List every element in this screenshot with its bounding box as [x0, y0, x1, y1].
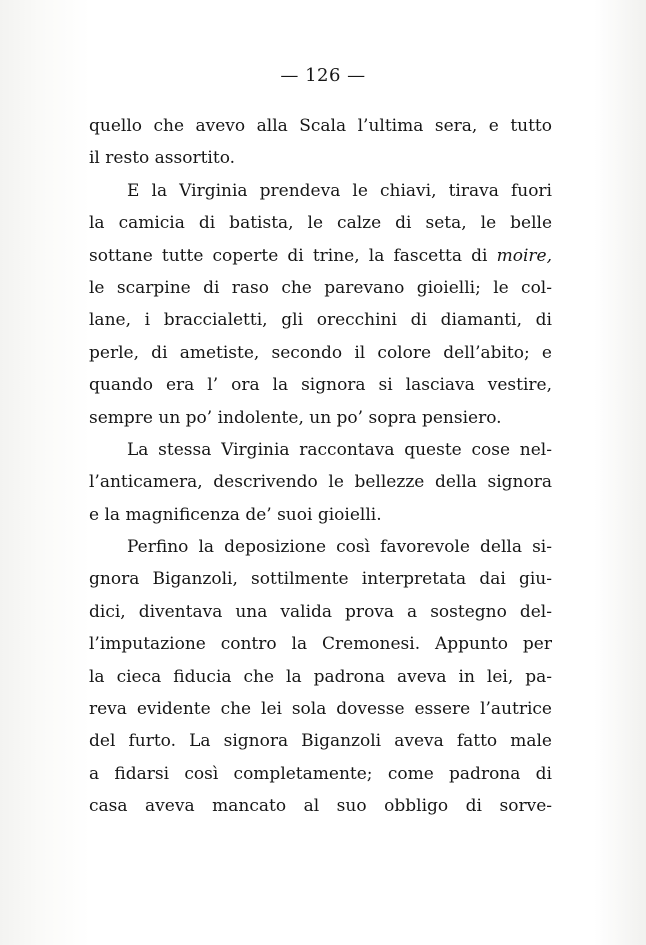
text-line: l’anticamera, descrivendo le bellezze della signora — [89, 472, 552, 493]
text-line: e la magnificenza de’ suoi gioielli. — [89, 504, 382, 525]
text-line: dici, diventava una valida prova a sostegno del- — [89, 601, 552, 622]
text-line: gnora Biganzoli, sottilmente interpretata dai giu- — [89, 569, 552, 590]
text-line: la camicia di batista, le calze di seta, le belle — [89, 213, 552, 234]
italic-word: moire, — [496, 245, 552, 266]
text-line: reva evidente che lei sola dovesse essere l’autrice — [89, 699, 552, 720]
text-line: l’imputazione contro la Cremonesi. Appunto per — [89, 634, 552, 655]
text-line: la cieca fiducia che la padrona aveva in lei, pa- — [89, 666, 552, 687]
text-line: il resto assortito. — [89, 148, 236, 169]
text-line: le scarpine di raso che parevano gioielli; le col- — [89, 277, 552, 298]
page-number: — 126 — — [280, 65, 366, 86]
body-text — [89, 110, 552, 823]
text-line: La stessa Virginia raccontava queste cose nel- — [127, 439, 552, 460]
text-line: a fidarsi così completamente; come padrona di — [89, 763, 552, 784]
text-line: sempre un po’ indolente, un po’ sopra pensiero. — [89, 407, 502, 428]
text-line: lane, i braccialetti, gli orecchini di diamanti, di — [89, 310, 552, 331]
text-line: quando era l’ ora la signora si lasciava vestire, — [89, 375, 552, 396]
text-line: E la Virginia prendeva le chiavi, tirava fuori — [127, 180, 552, 201]
paragraph-1 — [89, 110, 552, 175]
text-line-with-italic — [89, 240, 552, 272]
paragraph-4 — [89, 531, 552, 823]
text-line: casa aveva mancato al suo obbligo di sorve- — [89, 796, 552, 817]
paragraph-3 — [89, 434, 552, 531]
text-line: perle, di ametiste, secondo il colore dell’abito; e — [89, 342, 552, 363]
text-segment: sottane tutte coperte di trine, la fascetta di — [89, 245, 488, 266]
text-line: Perfino la deposizione così favorevole della si- — [127, 537, 552, 558]
text-line: del furto. La signora Biganzoli aveva fatto male — [89, 731, 552, 752]
text-line: quello che avevo alla Scala l’ultima sera, e tutto — [89, 116, 552, 136]
paragraph-2 — [89, 175, 552, 434]
